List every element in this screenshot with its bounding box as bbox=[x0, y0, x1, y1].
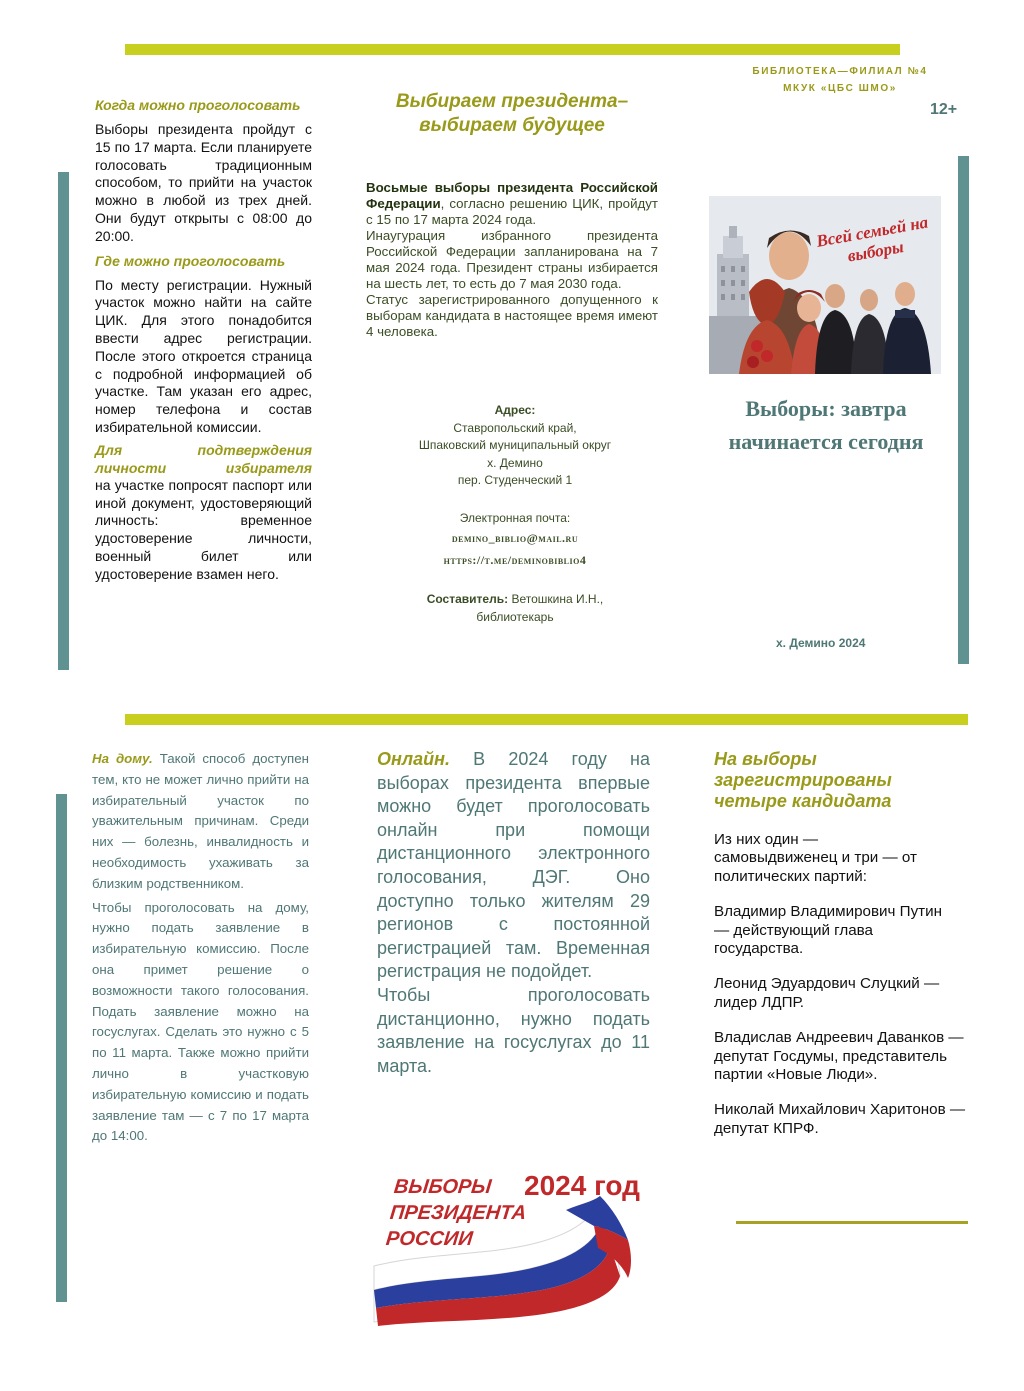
elections-intro-rest: , согласно решению ЦИК, пройдут с 15 по 17 марта 2024 года. bbox=[366, 196, 658, 227]
when-vote-heading: Когда можно проголосовать bbox=[95, 97, 301, 113]
top-accent-bar bbox=[125, 44, 900, 55]
banner-line2: ПРЕЗИДЕНТА bbox=[388, 1202, 528, 1224]
identity-heading: Для подтверждения личности избирателя bbox=[95, 441, 312, 476]
cover-title: Выборы: завтра начинается сегодня bbox=[728, 396, 924, 454]
page2-left-teal-bar bbox=[56, 794, 67, 1302]
compiler-label: Составитель: bbox=[426, 592, 509, 606]
bottom-right-rule bbox=[736, 1221, 968, 1224]
candidate-item: Леонид Эдуардович Слуцкий — лидер ЛДПР. bbox=[714, 975, 940, 1011]
candidates-heading: На выборы зарегистрированы четыре кандидата bbox=[714, 749, 892, 811]
telegram-link[interactable]: https://t.me/deminobiblio4 bbox=[443, 552, 587, 567]
home-voting-text2: Чтобы проголосовать на дому, нужно подать заявление в избирательную комиссию. После она примет решение о возможности такого голосования. Подать заявление можно на госуслугах. Сделать это нужно с 5 по 11 марта. Также можно прийти лично в участковую избирательную комиссию и подать заявление там — с 7 по 17 марта до 14:00. bbox=[92, 899, 309, 1144]
right-teal-bar bbox=[958, 156, 969, 664]
compiler-name: Ветошкина И.Н., bbox=[511, 592, 604, 606]
email-label: Электронная почта: bbox=[459, 510, 571, 525]
library-header bbox=[740, 63, 940, 97]
address-line: х. Демино bbox=[487, 455, 543, 470]
contacts-block bbox=[390, 402, 640, 626]
when-vote-text: Выборы президента пройдут с 15 по 17 марта. Если планируете голосовать традиционным способом, то прийти на участок можно в любой из трех дней. Они будут открыты с 08:00 до 20:00. bbox=[95, 121, 312, 244]
city-year: х. Демино 2024 bbox=[776, 636, 866, 650]
elections-banner bbox=[370, 1168, 660, 1328]
library-name: БИБЛИОТЕКА—ФИЛИАЛ №4 bbox=[752, 66, 928, 77]
elections-intro-bold: Восьмые выборы президента Российской Федерации bbox=[366, 180, 658, 211]
online-voting-text bbox=[377, 748, 650, 984]
identity-text: на участке попросят паспорт или иной документ, удостоверяющий личность: временное удостоверение личности, военный билет или удостоверение взамен него. bbox=[95, 476, 312, 582]
poster-slogan: Всей семьей на выборы bbox=[814, 212, 930, 266]
candidate-item: Владислав Андреевич Даванков — депутат Госдумы, представитель партии «Новые Люди». bbox=[714, 1029, 964, 1084]
middle-accent-bar bbox=[125, 714, 968, 725]
candidates-list bbox=[714, 831, 970, 1138]
inauguration-text: Инаугурация избранного президента Российской Федерации запланирована на 7 мая 2024 года. Президент страны избирается на шесть лет, то есть до 7 мая 2030 года. bbox=[366, 228, 658, 291]
email-link[interactable]: demino_biblio@mail.ru bbox=[451, 531, 579, 545]
online-voting-lead: Онлайн. bbox=[377, 749, 450, 769]
library-org: МКУК «ЦБС ШМО» bbox=[783, 83, 897, 94]
candidates-section bbox=[714, 749, 970, 1155]
elections-intro bbox=[366, 180, 658, 228]
candidate-item: Владимир Владимирович Путин — действующий глава государства. bbox=[714, 903, 942, 958]
banner-line3: РОССИИ bbox=[384, 1228, 474, 1250]
online-voting-section bbox=[377, 748, 650, 1078]
where-vote-text: По месту регистрации. Нужный участок можно найти на сайте ЦИК. Для этого понадобится ввести адрес регистрации. После этого откроется страница с подробной информацией об участке. Там указан его адрес, номер телефона и состав избирательной комиссии. bbox=[95, 276, 312, 435]
left-teal-bar bbox=[58, 172, 69, 670]
candidates-status-text: Статус зарегистрированного допущенного к выборам кандидата в настоящее время имеют 4 человека. bbox=[366, 292, 658, 339]
address-line: пер. Студенческий 1 bbox=[457, 473, 573, 487]
page1-left-column bbox=[95, 96, 312, 584]
address-line: Ставропольский край, bbox=[453, 420, 577, 435]
banner-year: 2024 год bbox=[524, 1170, 640, 1201]
home-voting-section bbox=[92, 749, 309, 1147]
home-voting-text1: Такой способ доступен тем, кто не может лично прийти на избирательный участок по уважительным причинам. Среди них — болезнь, инвалидность и необходимость ухаживать за близким родственником. bbox=[92, 751, 309, 891]
online-voting-text2: Чтобы проголосовать дистанционно, нужно подать заявление на госуслугах до 11 марта. bbox=[377, 984, 650, 1076]
middle-title: Выбираем президента– выбираем будущее bbox=[395, 91, 629, 136]
online-voting-text1: В 2024 году на выборах президента впервые можно будет проголосовать онлайн при помощи дистанционного электронного голосования, ДЭГ. Оно доступно только жителям 29 регионов с постоянной регистрацией там. Временная регистрация не подойдет. bbox=[377, 749, 650, 982]
age-rating-badge: 12+ bbox=[930, 101, 958, 118]
candidates-intro: Из них один — самовыдвиженец и три — от политических партий: bbox=[714, 831, 917, 885]
home-voting-text bbox=[92, 749, 309, 895]
family-voting-poster bbox=[709, 196, 941, 374]
compiler-role: библиотекарь bbox=[476, 609, 554, 624]
page1-middle-column bbox=[366, 90, 658, 340]
compiler-line bbox=[390, 591, 640, 609]
banner-line1: ВЫБОРЫ bbox=[392, 1176, 493, 1198]
where-vote-heading: Где можно проголосовать bbox=[95, 252, 286, 269]
address-line: Шпаковский муниципальный округ bbox=[418, 438, 612, 452]
address-label: Адрес: bbox=[494, 403, 536, 417]
home-voting-lead: На дому. bbox=[92, 751, 153, 766]
candidate-item: Николай Михайлович Харитонов — депутат КПРФ. bbox=[714, 1101, 966, 1137]
